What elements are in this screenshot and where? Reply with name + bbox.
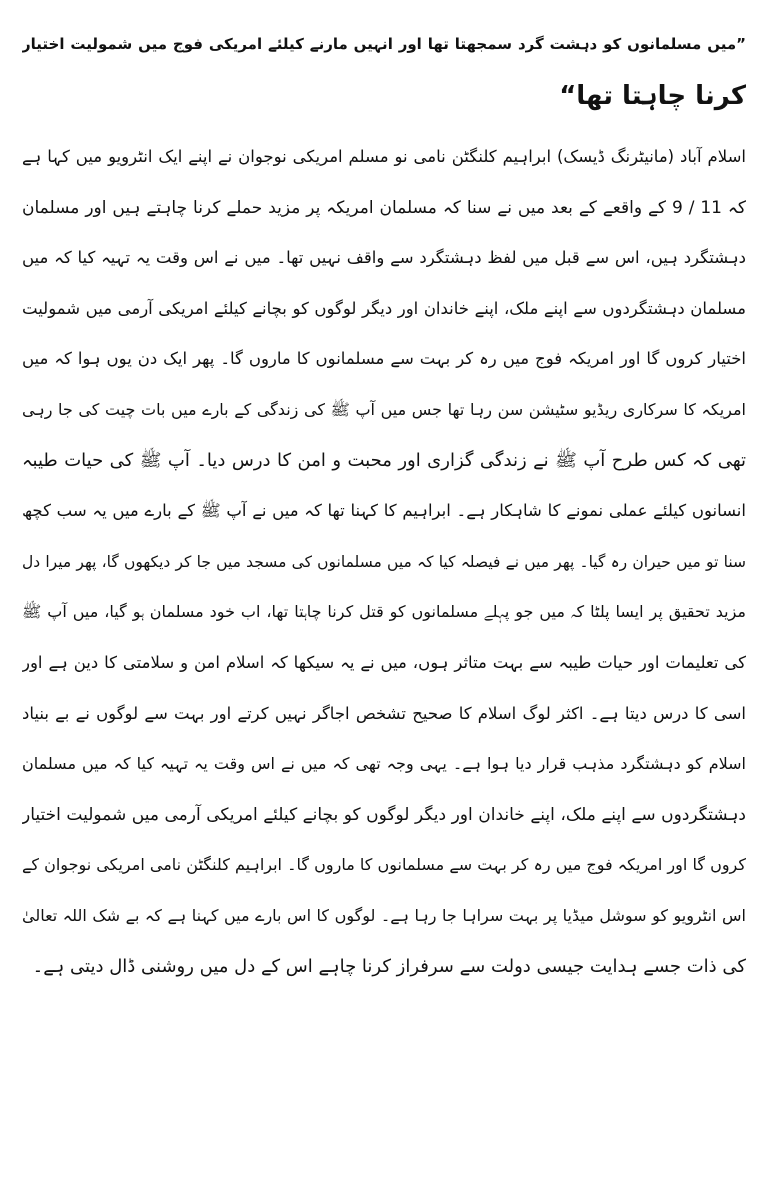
article-body [22, 132, 746, 992]
body-line: دہشتگرد ہیں، اس سے قبل میں لفظ دہشتگرد سے واقف نہیں تھا۔ میں نے اس وقت یہ تہیہ کیا کہ میں [22, 248, 746, 268]
headline-line: کرنا چاہتا تھا“ [559, 81, 746, 111]
article-headline [22, 18, 746, 122]
headline-line: ”میں مسلمانوں کو دہشت گرد سمجھتا تھا اور انہیں مارنے کیلئے امریکی فوج میں شمولیت اختیار [22, 35, 746, 53]
body-line: کہ 11 / 9 کے واقعے کے بعد میں نے سنا کہ مسلمان امریکہ پر مزید حملے کرنا چاہتے ہیں اور مسلمان [22, 197, 746, 218]
body-line: اختیار کروں گا اور امریکہ فوج میں رہ کر بہت سے مسلمانوں کا ماروں گا۔ پھر ایک دن یوں ہوا کہ میں [22, 349, 746, 369]
body-line: تھی کہ کس طرح آپ ﷺ نے زندگی گزاری اور محبت و امن کا درس دیا۔ آپ ﷺ کی حیات طیبہ [22, 449, 746, 471]
body-line: اسلام کو دہشتگرد مذہب قرار دیا ہوا ہے۔ یہی وجہ تھی کہ میں نے اس وقت یہ تہیہ کیا کہ میں مسلمان [22, 754, 746, 774]
body-line: کروں گا اور امریکہ فوج میں رہ کر بہت سے مسلمانوں کا ماروں گا۔ ابراہیم کلنگٹن نامی امریکی نوجوان کے [22, 855, 746, 875]
body-line: کی تعلیمات اور حیات طیبہ سے بہت متاثر ہوں، میں نے یہ سیکھا کہ اسلام امن و سلامتی کا دین ہے اور [22, 652, 746, 672]
body-line: مزید تحقیق پر ایسا پلٹا کہ میں جو پہلے مسلمانوں کو قتل کرنا چاہتا تھا، اب خود مسلمان ہو گیا، میں آپ ﷺ [22, 602, 746, 622]
body-line: انسانوں کیلئے عملی نمونے کا شاہکار ہے۔ ابراہیم کا کہنا تھا کہ میں نے آپ ﷺ کے بارے میں یہ سب کچھ [22, 501, 746, 521]
body-line: اسلام آباد (مانیٹرنگ ڈیسک) ابراہیم کلنگٹن نامی نو مسلم امریکی نوجوان نے اپنے ایک انٹرویو میں کہا ہے [22, 147, 746, 166]
body-line: اسی کا درس دیتا ہے۔ اکثر لوگ اسلام کا صحیح تشخص اجاگر نہیں کرتے اور بہت سے لوگوں نے بے بنیاد [22, 703, 746, 723]
body-line: کی ذات جسے ہدایت جیسی دولت سے سرفراز کرنا چاہے اس کے دل میں روشنی ڈال دیتی ہے۔ [32, 955, 746, 977]
body-line: مسلمان دہشتگردوں سے اپنے ملک، اپنے خاندان اور دیگر لوگوں کو بچانے کیلئے امریکی آرمی میں شمولیت [22, 298, 746, 318]
body-line: اس انٹرویو کو سوشل میڈیا پر بہت سراہا جا رہا ہے۔ لوگوں کا اس بارے میں کہنا ہے کہ بے شک اللہ تعالیٰ [22, 905, 746, 925]
body-line: دہشتگردوں سے اپنے ملک، اپنے خاندان اور دیگر لوگوں کو بچانے کیلئے امریکی آرمی میں شمولیت اختیار [22, 804, 746, 825]
body-line: امریکہ کا سرکاری ریڈیو سٹیشن سن رہا تھا جس میں آپ ﷺ کی زندگی کے بارے میں بات چیت کی جا رہی [22, 399, 746, 419]
body-line: سنا تو میں حیران رہ گیا۔ پھر میں نے فیصلہ کیا کہ میں مسلمانوں کی مسجد میں جا کر دیکھوں گا، پھر میرا دل [22, 552, 746, 571]
